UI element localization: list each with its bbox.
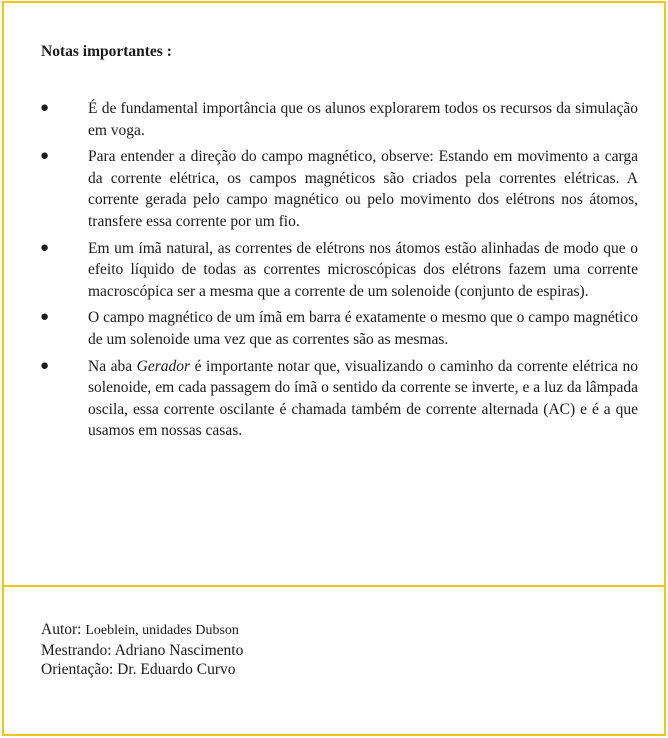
list-item: [4, 98, 664, 141]
document-frame: [2, 1, 666, 736]
notes-section: [4, 3, 664, 587]
student-line: Mestrando: Adriano Nascimento: [41, 641, 244, 659]
note-text-after: é importante notar que, visualizando o caminho da corrente elétrica no solenoide, em cada passagem do ímã o sentido da corrente se inverte, e a luz da lâmpada oscila, essa corrente oscilante é chamada também de corrente alternada (AC) e é a que usamos em nossas casas.: [88, 357, 638, 440]
bullet-icon: ●: [40, 309, 50, 326]
note-text-emphasis: Gerador: [136, 357, 191, 375]
notes-heading: Notas importantes :: [41, 43, 172, 60]
bullet-icon: ●: [40, 357, 50, 374]
author-label: Autor:: [41, 621, 86, 638]
advisor-line: Orientação: Dr. Eduardo Curvo: [41, 661, 236, 678]
list-item: [4, 238, 664, 303]
list-item: [4, 356, 664, 442]
list-item: [4, 146, 664, 232]
bullet-icon: ●: [40, 148, 50, 165]
author-line: [41, 620, 243, 641]
credits-block: [41, 620, 243, 680]
list-item: [4, 307, 664, 350]
note-text: Para entender a direção do campo magnético, observe: Estando em movimento a carga da corrente elétrica, os campos magnéticos são criados pela correntes elétricas. A corrente gerada pelo campo magnético ou pelo movimento dos elétrons nos átomos, transfere essa corrente por um fio.: [88, 148, 638, 230]
author-value: Loeblein, unidades Dubson: [85, 623, 239, 638]
bullet-icon: ●: [40, 100, 50, 116]
bullet-icon: ●: [40, 239, 50, 256]
note-text: Em um ímã natural, as correntes de elétrons nos átomos estão alinhadas de modo que o efeito líquido de todas as correntes microscópicas dos elétrons fazem uma corrente macroscópica ser a mesma que a corrente de um solenoide (conjunto de espiras).: [88, 239, 638, 300]
note-text: O campo magnético de um ímã em barra é exatamente o mesmo que o campo magnético de um solenoide uma vez que as correntes são as mesmas.: [88, 309, 638, 348]
notes-list: [4, 98, 664, 447]
note-text: É de fundamental importância que os alunos explorarem todos os recursos da simulação em voga.: [88, 100, 638, 139]
note-text-before: Na aba: [88, 357, 137, 375]
credits-section: [4, 587, 664, 734]
